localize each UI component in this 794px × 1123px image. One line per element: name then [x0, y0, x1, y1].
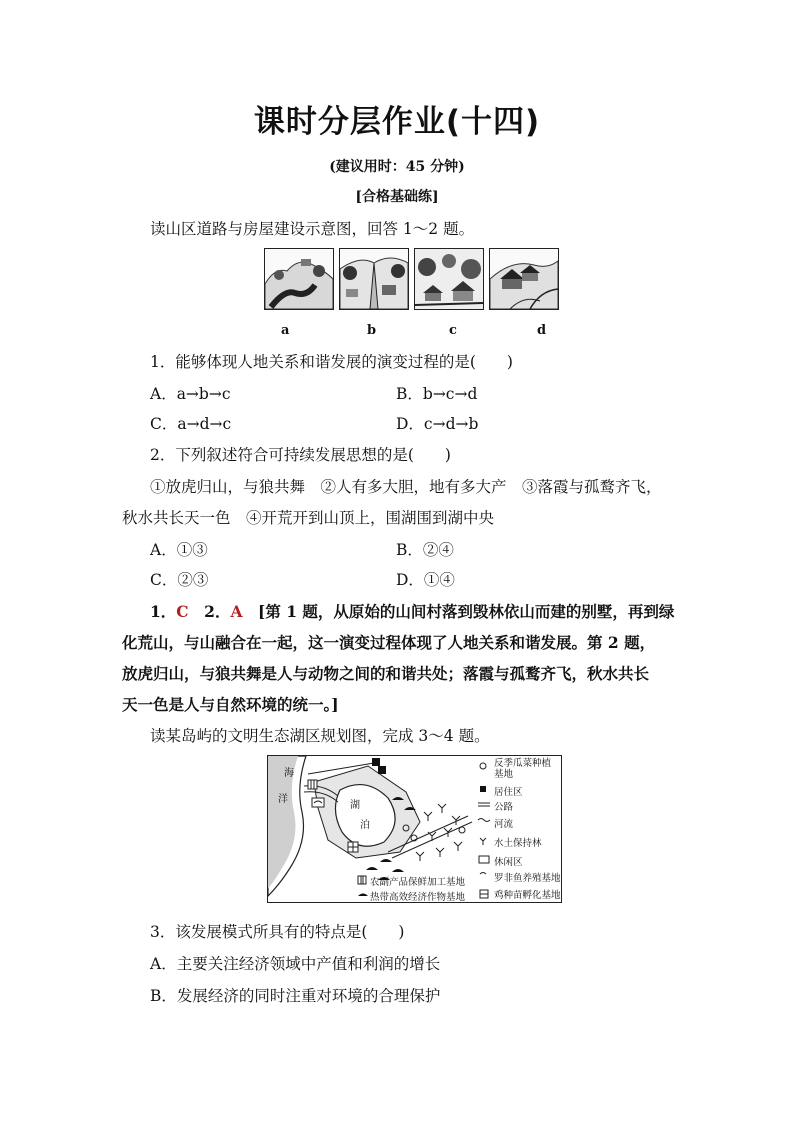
question-1-option-c: C．a→d→c — [150, 415, 232, 433]
answer-number-2: 2． — [204, 602, 231, 621]
question-1-option-d: D．c→d→b — [396, 415, 479, 433]
question-3-stem: 3．该发展模式所具有的特点是( ) — [150, 923, 405, 941]
question-2-text-line2: 秋水共长天一色 ④开荒开到山顶上，围湖围到湖中央 — [122, 509, 495, 527]
map-label-lake-1: 湖 — [350, 800, 360, 811]
legend-soil-conservation-forest: 水土保持林 — [494, 838, 542, 849]
figure1-image-d — [489, 248, 559, 310]
figure1-image-b — [339, 248, 409, 310]
legend-road: 公路 — [494, 802, 514, 813]
legend-leisure-area: 休闲区 — [494, 857, 523, 868]
legend-river: 河流 — [494, 819, 514, 830]
answer-line1 — [150, 600, 674, 622]
answer-number-1: 1． — [150, 602, 177, 621]
legend-chick-hatchery: 鸡种苗孵化基地 — [494, 890, 561, 901]
map-label-lake-2: 泊 — [360, 820, 370, 831]
question-2-text-line1: ①放虎归山，与狼共舞 ②人有多大胆，地有多大产 ③落霞与孤鹜齐飞， — [150, 478, 662, 496]
figure1-label-a: a — [281, 323, 290, 338]
legend-cash-crops: 热带高效经济作物基地 — [370, 892, 466, 903]
figure1-label-b: b — [367, 323, 377, 338]
section-label: [合格基础练] — [355, 189, 439, 205]
legend-residential: 居住区 — [494, 787, 523, 798]
question-2-option-d: D．①④ — [396, 571, 455, 589]
intro-q3-4: 读某岛屿的文明生态湖区规划图，完成 3～4 题。 — [150, 727, 490, 745]
figure1-label-d: d — [537, 323, 547, 338]
question-2-option-a: A．①③ — [150, 541, 208, 559]
map-label-sea-1: 海 — [284, 768, 294, 779]
question-1-option-a: A．a→b→c — [150, 385, 231, 403]
answer-explanation-line1: [第 1 题，从原始的山间村落到毁林依山而建的别墅，再到绿 — [258, 602, 675, 621]
eco-lake-plan-map — [267, 755, 562, 903]
intro-q1-2: 读山区道路与房屋建设示意图，回答 1～2 题。 — [150, 220, 475, 238]
page-title: 课时分层作业(十四) — [253, 104, 541, 140]
legend-off-season-vegetables: 反季瓜菜种植基地 — [494, 758, 552, 780]
question-2-option-c: C．②③ — [150, 571, 209, 589]
figure1-image-c — [414, 248, 484, 310]
answer-explanation-line4: 天一色是人与自然环境的统一。] — [122, 695, 339, 714]
answer-explanation-line2: 化荒山，与山融合在一起，这一演变过程体现了人地关系和谐发展。第 2 题， — [122, 633, 656, 652]
question-3-option-b: B．发展经济的同时注重对环境的合理保护 — [150, 987, 441, 1005]
time-note: (建议用时：45 分钟) — [329, 159, 465, 175]
figure1-image-a — [264, 248, 334, 310]
question-2-option-b: B．②④ — [396, 541, 454, 559]
answer-2-choice: A — [230, 602, 243, 621]
question-1-option-b: B．b→c→d — [396, 385, 478, 403]
map-label-sea-2: 洋 — [278, 794, 288, 805]
legend-produce-processing: 农副产品保鲜加工基地 — [370, 877, 466, 888]
figure1-label-c: c — [449, 323, 457, 338]
question-1-stem: 1．能够体现人地关系和谐发展的演变过程的是( ) — [150, 353, 513, 371]
legend-tilapia-farming: 罗非鱼养殖基地 — [494, 873, 561, 884]
question-2-stem: 2．下列叙述符合可持续发展思想的是( ) — [150, 446, 451, 464]
question-3-option-a: A．主要关注经济领域中产值和利润的增长 — [150, 955, 441, 973]
answer-explanation-line3: 放虎归山，与狼共舞是人与动物之间的和谐共处；落霞与孤鹜齐飞，秋水共长 — [122, 664, 650, 683]
answer-1-choice: C — [176, 602, 189, 621]
